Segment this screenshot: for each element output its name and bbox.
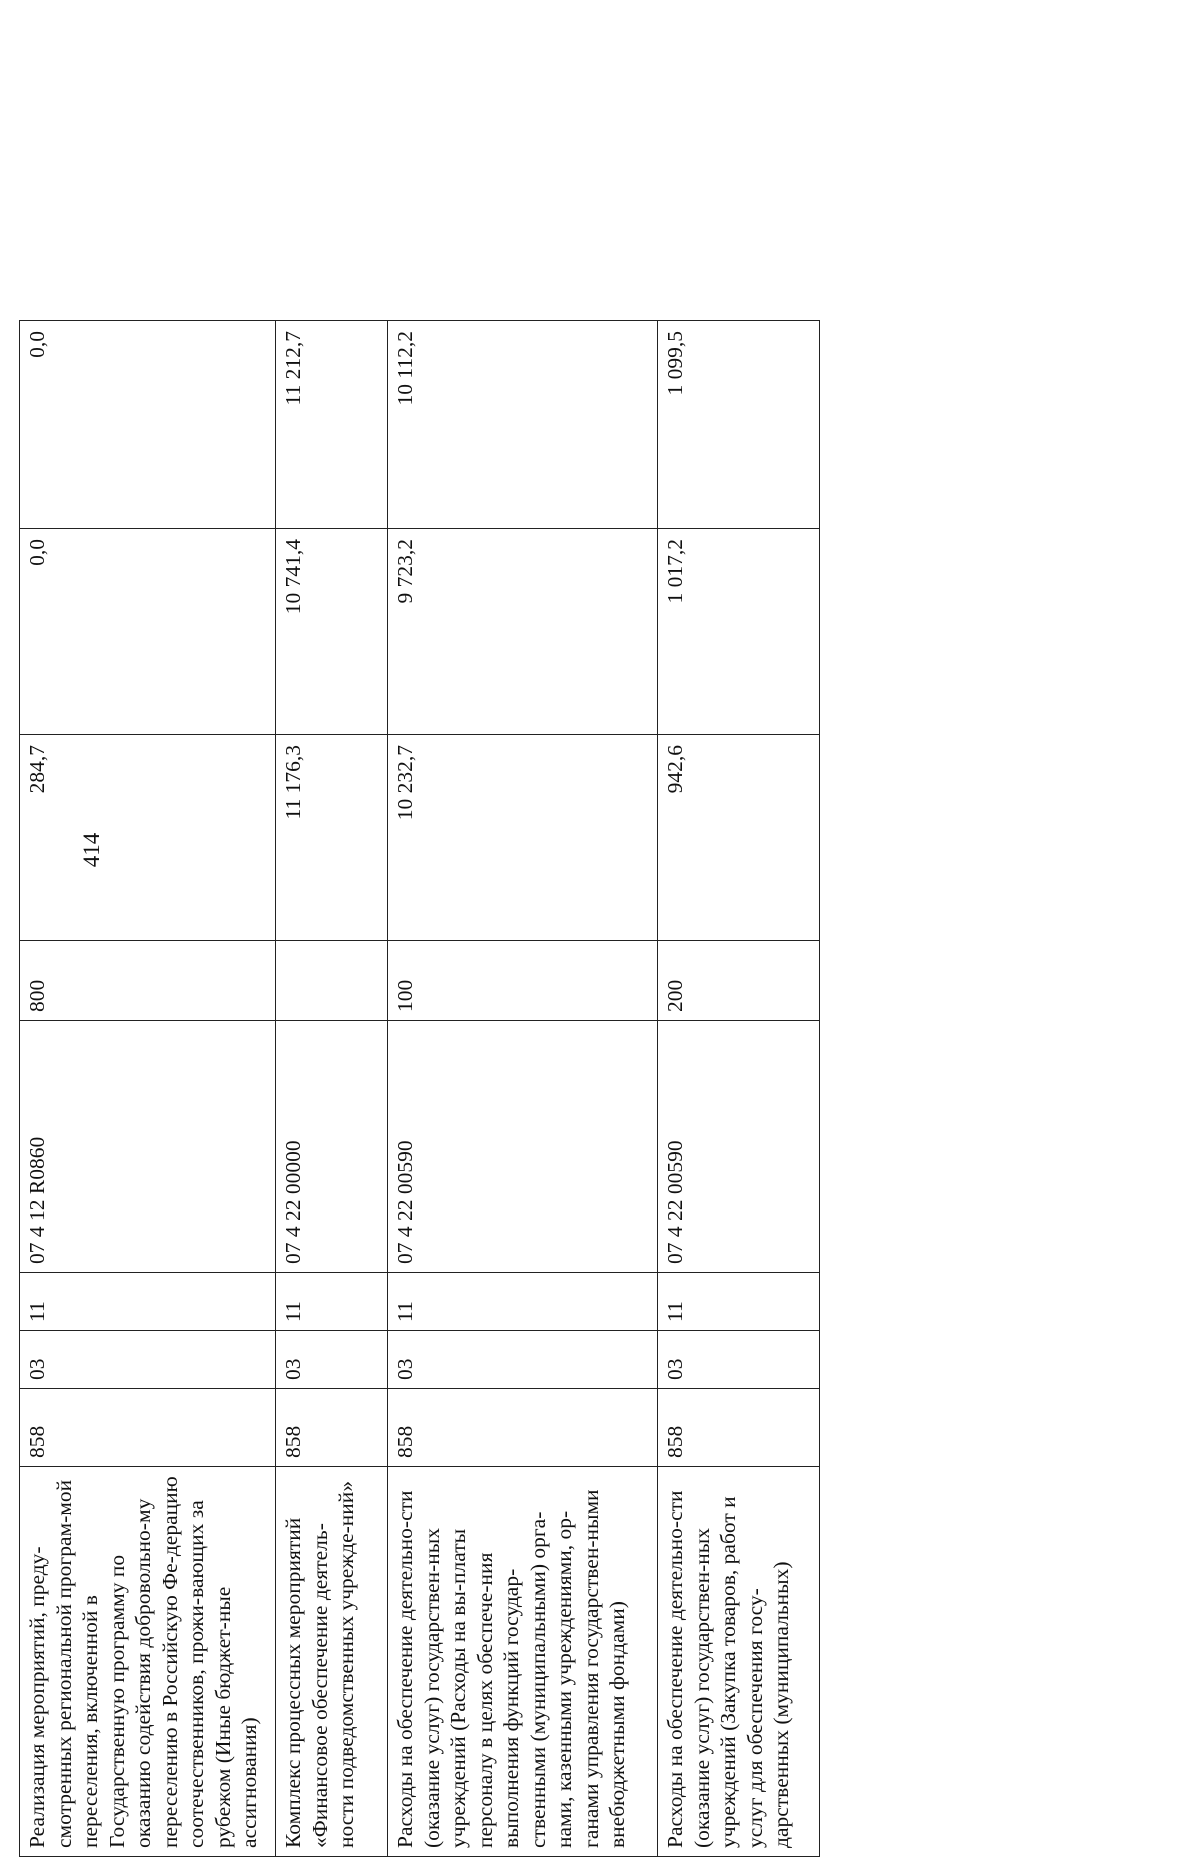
row-name: Расходы на обеспечение деятельно-сти (оказание услуг) государствен-ных учреждений (Расходы на вы-платы персоналу в целях обеспече-ния выполнения функций государ-ственными (муниципальными) орга-нами, казенными учреждениями, ор-ганами управления государствен-ными внебюджетными фондами) [388, 1467, 658, 1857]
subsection-code: 11 [658, 1273, 820, 1331]
table-row [388, 321, 658, 1857]
rotated-table-frame [19, 321, 943, 1857]
subsection-code: 11 [20, 1273, 276, 1331]
amount-3: 0,0 [20, 321, 276, 529]
table-row [658, 321, 820, 1857]
table-row [276, 321, 388, 1857]
amount-2: 1 017,2 [658, 529, 820, 735]
expense-type: 800 [20, 941, 276, 1021]
ministry-code: 858 [388, 1389, 658, 1467]
row-name: Реализация мероприятий, преду-смотренных региональной програм-мой переселения, включенной в Государственную программу по оказанию содействия добровольно-му переселению в Российскую Фе-дерацию соотечественников, прожи-вающих за рубежом (Иные бюджет-ные ассигнования) [20, 1467, 276, 1857]
table-row [20, 321, 276, 1857]
section-code: 03 [20, 1331, 276, 1389]
amount-1: 942,6 [658, 735, 820, 941]
target-article: 07 4 22 00000 [276, 1021, 388, 1273]
section-code: 03 [276, 1331, 388, 1389]
target-article: 07 4 22 00590 [388, 1021, 658, 1273]
page-number: 414 [79, 832, 104, 868]
amount-2: 0,0 [20, 529, 276, 735]
subsection-code: 11 [276, 1273, 388, 1331]
section-code: 03 [388, 1331, 658, 1389]
amount-3: 11 212,7 [276, 321, 388, 529]
amount-3: 10 112,2 [388, 321, 658, 529]
target-article: 07 4 12 R0860 [20, 1021, 276, 1273]
ministry-code: 858 [276, 1389, 388, 1467]
amount-2: 10 741,4 [276, 529, 388, 735]
expense-type: 200 [658, 941, 820, 1021]
amount-1: 10 232,7 [388, 735, 658, 941]
amount-3: 1 099,5 [658, 321, 820, 529]
amount-1: 11 176,3 [276, 735, 388, 941]
row-name: Комплекс процессных мероприятий «Финансовое обеспечение деятель-ности подведомственных учрежде-ний» [276, 1467, 388, 1857]
amount-2: 9 723,2 [388, 529, 658, 735]
expense-type: 100 [388, 941, 658, 1021]
ministry-code: 858 [20, 1389, 276, 1467]
section-code: 03 [658, 1331, 820, 1389]
ministry-code: 858 [658, 1389, 820, 1467]
budget-table [19, 320, 820, 1857]
target-article: 07 4 22 00590 [658, 1021, 820, 1273]
row-name: Расходы на обеспечение деятельно-сти (оказание услуг) государствен-ных учреждений (Закупка товаров, работ и услуг для обеспечения госу-дарственных (муниципальных) [658, 1467, 820, 1857]
amount-1: 284,7 [20, 735, 276, 941]
expense-type [276, 941, 388, 1021]
subsection-code: 11 [388, 1273, 658, 1331]
